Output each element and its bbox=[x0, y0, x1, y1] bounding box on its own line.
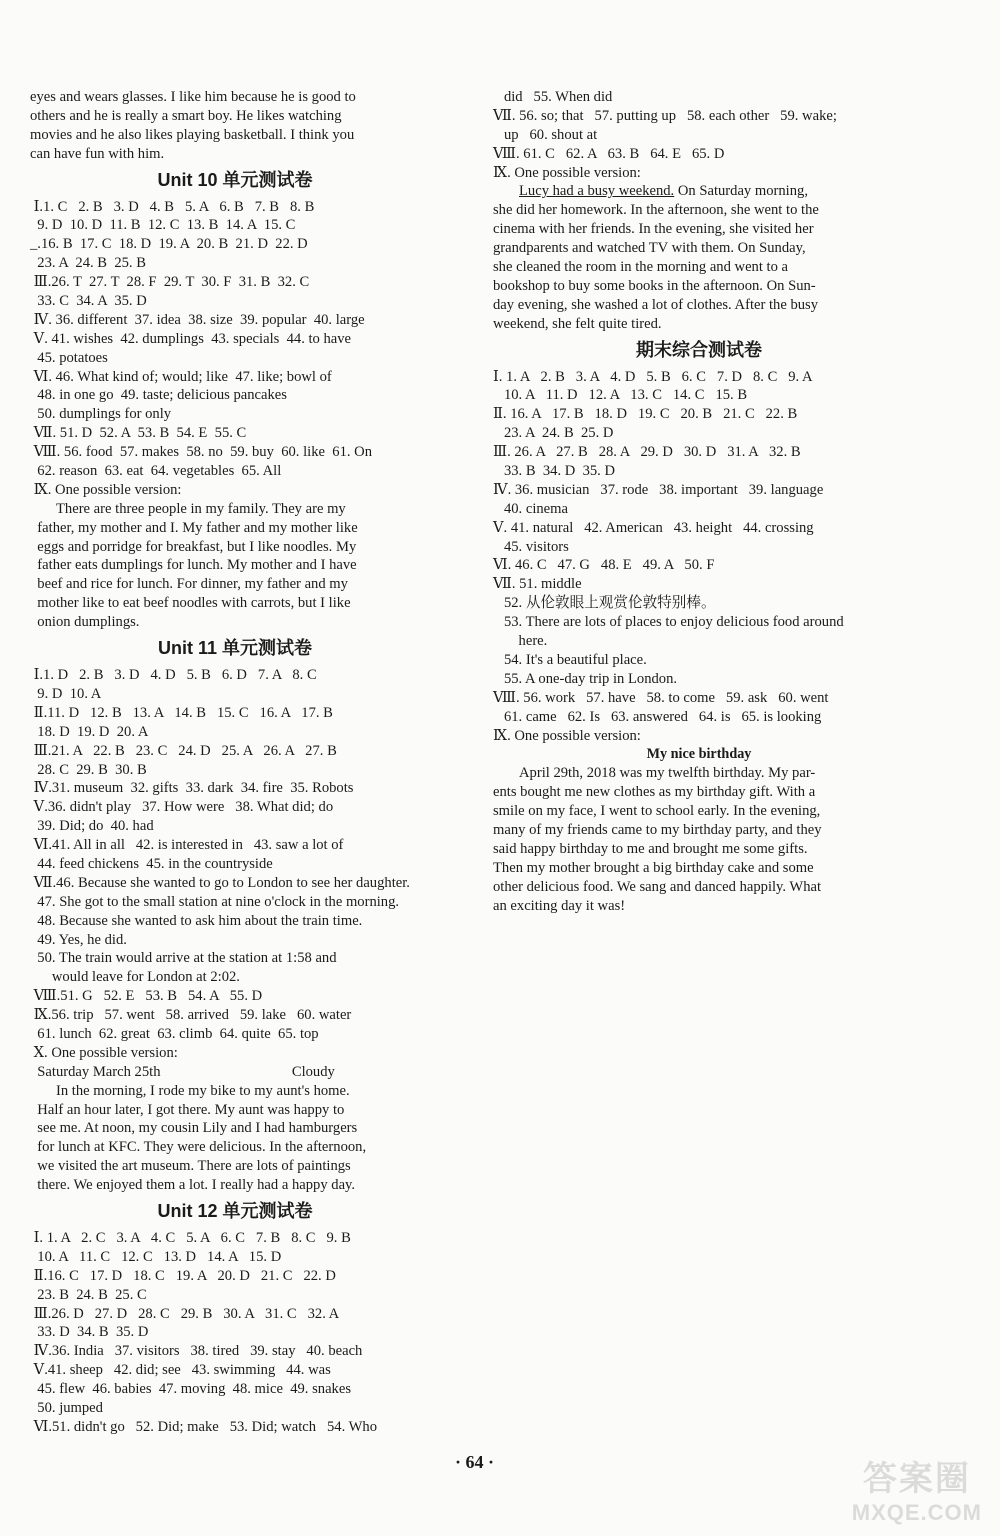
text-line: Then my mother brought a big birthday cake and some bbox=[493, 859, 814, 876]
text-line: smile on my face, I went to school early. In the evening, bbox=[493, 803, 821, 820]
text-line: Ⅳ. 36. different 37. idea 38. size 39. popular 40. large bbox=[30, 311, 365, 328]
text-line: In the morning, I rode my bike to my aunt's home. bbox=[56, 1082, 350, 1099]
text-line: 23. A 24. B 25. D bbox=[493, 425, 614, 442]
text-line: 50. The train would arrive at the station at 1:58 and bbox=[30, 950, 337, 967]
text-line: 53. There are lots of places to enjoy delicious food around bbox=[493, 614, 844, 631]
text-line: Half an hour later, I got there. My aunt was happy to bbox=[30, 1101, 345, 1118]
text-line: 61. lunch 62. great 63. climb 64. quite 65. top bbox=[30, 1025, 319, 1042]
text-line: 45. flew 46. babies 47. moving 48. mice 49. snakes bbox=[30, 1381, 352, 1398]
text-line: Ⅹ. One possible version: bbox=[30, 1044, 178, 1061]
text-line: cinema with her friends. In the evening, she visited her bbox=[493, 221, 814, 238]
text-line: 50. jumped bbox=[30, 1400, 103, 1416]
watermark bbox=[852, 1451, 982, 1526]
text-line: Ⅷ. 56. work 57. have 58. to come 59. ask 60. went bbox=[493, 689, 829, 706]
text-line: other delicious food. We sang and danced happily. What bbox=[493, 878, 822, 895]
text-line: many of my friends came to my birthday party, and they bbox=[493, 821, 822, 838]
text-line: Ⅸ. One possible version: bbox=[30, 481, 182, 498]
text-line: father, my mother and I. My father and my mother like bbox=[30, 519, 358, 536]
text-line: 44. feed chickens 45. in the countryside bbox=[30, 855, 273, 872]
text-line: we visited the art museum. There are lots of paintings bbox=[30, 1158, 351, 1175]
text-line: Ⅲ.26. D 27. D 28. C 29. B 30. A 31. C 32. A bbox=[30, 1305, 340, 1322]
text-line: 55. A one-day trip in London. bbox=[493, 670, 678, 687]
text-line: she did her homework. In the afternoon, she went to the bbox=[493, 202, 819, 219]
text-line: Ⅰ.1. D 2. B 3. D 4. D 5. B 6. D 7. A 8. C bbox=[30, 667, 317, 684]
text-line: 33. B 34. D 35. D bbox=[493, 463, 616, 480]
text-line: Ⅴ.41. sheep 42. did; see 43. swimming 44. was bbox=[30, 1362, 331, 1379]
text-line bbox=[493, 182, 905, 201]
text-line: Ⅵ.51. didn't go 52. Did; make 53. Did; watch 54. Who bbox=[30, 1418, 377, 1435]
text-line: Ⅷ. 61. C 62. A 63. B 64. E 65. D bbox=[493, 145, 725, 162]
text-line: Ⅵ. 46. What kind of; would; like 47. like; bowl of bbox=[30, 368, 332, 385]
text-line: she cleaned the room in the morning and went to a bbox=[493, 259, 789, 276]
text-line: Ⅰ.1. C 2. B 3. D 4. B 5. A 6. B 7. B 8. B bbox=[30, 198, 315, 215]
text-line: eggs and porridge for breakfast, but I like noodles. My bbox=[30, 538, 357, 555]
text-line: Ⅸ.56. trip 57. went 58. arrived 59. lake 60. water bbox=[30, 1007, 352, 1024]
text-line: Ⅶ.46. Because she wanted to go to London to see her daughter. bbox=[30, 874, 410, 891]
text-line: Ⅷ.51. G 52. E 53. B 54. A 55. D bbox=[30, 988, 263, 1005]
text-line: 10. A 11. C 12. C 13. D 14. A 15. D bbox=[30, 1248, 282, 1265]
text-line: 33. D 34. B 35. D bbox=[30, 1324, 149, 1341]
essay-title: My nice birthday bbox=[646, 746, 752, 763]
text-line: day evening, she washed a lot of clothes. After the busy bbox=[493, 296, 819, 313]
text-line: 9. D 10. D 11. B 12. C 13. B 14. A 15. C bbox=[30, 217, 296, 234]
text-line: 52. 从伦敦眼上观赏伦敦特别棒。 bbox=[493, 595, 716, 612]
text-line: 23. B 24. B 25. C bbox=[30, 1286, 147, 1303]
text-line: Ⅲ.26. T 27. T 28. F 29. T 30. F 31. B 32. C bbox=[30, 274, 310, 291]
text-line: Ⅴ. 41. natural 42. American 43. height 44. crossing bbox=[493, 519, 814, 536]
text-line: here. bbox=[493, 633, 548, 650]
text-line: Ⅴ. 41. wishes 42. dumplings 43. specials 44. to have bbox=[30, 330, 352, 347]
text-line: Ⅶ. 56. so; that 57. putting up 58. each other 59. wake; bbox=[493, 107, 837, 124]
section-title: Unit 10 单元测试卷 bbox=[157, 169, 313, 190]
section-title: 期末综合测试卷 bbox=[636, 339, 762, 360]
text-line: There are three people in my family. They are my bbox=[56, 500, 346, 517]
text-line: 45. potatoes bbox=[30, 349, 108, 366]
text-line: Ⅶ. 51. D 52. A 53. B 54. E 55. C bbox=[30, 425, 247, 442]
text-line: would leave for London at 2:02. bbox=[30, 969, 240, 986]
text-line: Ⅸ. One possible version: bbox=[493, 727, 641, 744]
text-line: 62. reason 63. eat 64. vegetables 65. All bbox=[30, 463, 282, 480]
text-line: for lunch at KFC. They were delicious. In the afternoon, bbox=[30, 1139, 367, 1156]
text-line: 54. It's a beautiful place. bbox=[493, 651, 647, 668]
text-line: April 29th, 2018 was my twelfth birthday. My par- bbox=[519, 765, 816, 782]
text-line: bookshop to buy some books in the afternoon. On Sun- bbox=[493, 277, 816, 294]
watermark-logo: 答案圈 bbox=[862, 1459, 971, 1499]
text-line: Ⅵ.41. All in all 42. is interested in 43. saw a lot of bbox=[30, 837, 344, 854]
text-line: can have fun with him. bbox=[30, 145, 165, 162]
text-line: Ⅲ. 26. A 27. B 28. A 29. D 30. D 31. A 32. B bbox=[493, 444, 801, 461]
text-line: did 55. When did bbox=[493, 89, 613, 105]
text-line: Ⅳ.31. museum 32. gifts 33. dark 34. fire 35. Robots bbox=[30, 780, 354, 797]
text-line: 48. in one go 49. taste; delicious pancakes bbox=[30, 387, 287, 404]
text-line: 49. Yes, he did. bbox=[30, 931, 127, 948]
text-line: 18. D 19. D 20. A bbox=[30, 723, 149, 740]
text-line: Ⅳ.36. India 37. visitors 38. tired 39. stay 40. beach bbox=[30, 1343, 363, 1360]
text-line: movies and he also likes playing basketball. I think you bbox=[30, 126, 355, 143]
underlined-phrase: Lucy had a busy weekend. bbox=[519, 183, 675, 200]
text-line: 48. Because she wanted to ask him about the train time. bbox=[30, 912, 363, 929]
right-column bbox=[493, 88, 905, 915]
text-line: said happy birthday to me and brought me some gifts. bbox=[493, 840, 808, 857]
text-line: Ⅶ. 51. middle bbox=[493, 576, 582, 593]
text-line: see me. At noon, my cousin Lily and I had hamburgers bbox=[30, 1120, 358, 1137]
text-line: mother like to eat beef noodles with carrots, but I like bbox=[30, 595, 351, 612]
page-number: · 64 · bbox=[455, 1452, 495, 1472]
text-line: Ⅴ.36. didn't play 37. How were 38. What did; do bbox=[30, 799, 334, 816]
text-line: 33. C 34. A 35. D bbox=[30, 293, 147, 310]
text-line: ents bought me new clothes as my birthday gift. With a bbox=[493, 784, 816, 801]
text-line: Ⅱ. 16. A 17. B 18. D 19. C 20. B 21. C 22. B bbox=[493, 406, 798, 423]
text-line: weekend, she felt quite tired. bbox=[493, 315, 662, 332]
text-line: 28. C 29. B 30. B bbox=[30, 761, 147, 778]
text-rest: On Saturday morning, bbox=[674, 183, 808, 200]
left-column bbox=[30, 88, 440, 1437]
text-line: father eats dumplings for lunch. My mother and I have bbox=[30, 557, 357, 574]
text-line: Ⅸ. One possible version: bbox=[493, 164, 641, 181]
text-line: 10. A 11. D 12. A 13. C 14. C 15. B bbox=[493, 387, 748, 404]
text-line: up 60. shout at bbox=[493, 126, 598, 143]
text-line: _.16. B 17. C 18. D 19. A 20. B 21. D 22. D bbox=[30, 236, 308, 253]
text-line: Ⅰ. 1. A 2. C 3. A 4. C 5. A 6. C 7. B 8. C 9. B bbox=[30, 1229, 351, 1246]
text-line: there. We enjoyed them a lot. I really had a happy day. bbox=[30, 1177, 356, 1194]
text-line: 50. dumplings for only bbox=[30, 406, 172, 423]
text-line: 45. visitors bbox=[493, 538, 569, 555]
text-line: an exciting day it was! bbox=[493, 897, 626, 914]
text-line: Ⅱ.16. C 17. D 18. C 19. A 20. D 21. C 22. D bbox=[30, 1267, 336, 1284]
section-title: Unit 12 单元测试卷 bbox=[157, 1200, 313, 1221]
text-line: beef and rice for lunch. For dinner, my father and my bbox=[30, 576, 348, 593]
text-line: others and he is really a smart boy. He likes watching bbox=[30, 107, 342, 124]
section-title: Unit 11 单元测试卷 bbox=[157, 638, 313, 659]
text-line: Ⅷ. 56. food 57. makes 58. no 59. buy 60. like 61. On bbox=[30, 444, 372, 461]
text-line: 39. Did; do 40. had bbox=[30, 818, 154, 835]
text-line: 40. cinema bbox=[493, 500, 568, 517]
text-line: 23. A 24. B 25. B bbox=[30, 255, 146, 272]
text-line: eyes and wears glasses. I like him because he is good to bbox=[30, 89, 356, 105]
text-line: Ⅰ. 1. A 2. B 3. A 4. D 5. B 6. C 7. D 8. C 9. A bbox=[493, 368, 813, 385]
text-line: Ⅲ.21. A 22. B 23. C 24. D 25. A 26. A 27. B bbox=[30, 742, 337, 759]
text-line: 61. came 62. Is 63. answered 64. is 65. is looking bbox=[493, 708, 822, 725]
text-line: Ⅳ. 36. musician 37. rode 38. important 39. language bbox=[493, 481, 824, 498]
text-line: Ⅱ.11. D 12. B 13. A 14. B 15. C 16. A 17. B bbox=[30, 704, 333, 721]
text-line: grandparents and watched TV with them. On Sunday, bbox=[493, 240, 806, 257]
text-line: Saturday March 25th Cloudy bbox=[30, 1063, 335, 1080]
text-line: onion dumplings. bbox=[30, 614, 140, 631]
text-line: 9. D 10. A bbox=[30, 685, 102, 702]
text-line: Ⅵ. 46. C 47. G 48. E 49. A 50. F bbox=[493, 557, 715, 574]
watermark-url: MXQE.COM bbox=[851, 1500, 982, 1525]
text-line: 47. She got to the small station at nine o'clock in the morning. bbox=[30, 893, 400, 910]
